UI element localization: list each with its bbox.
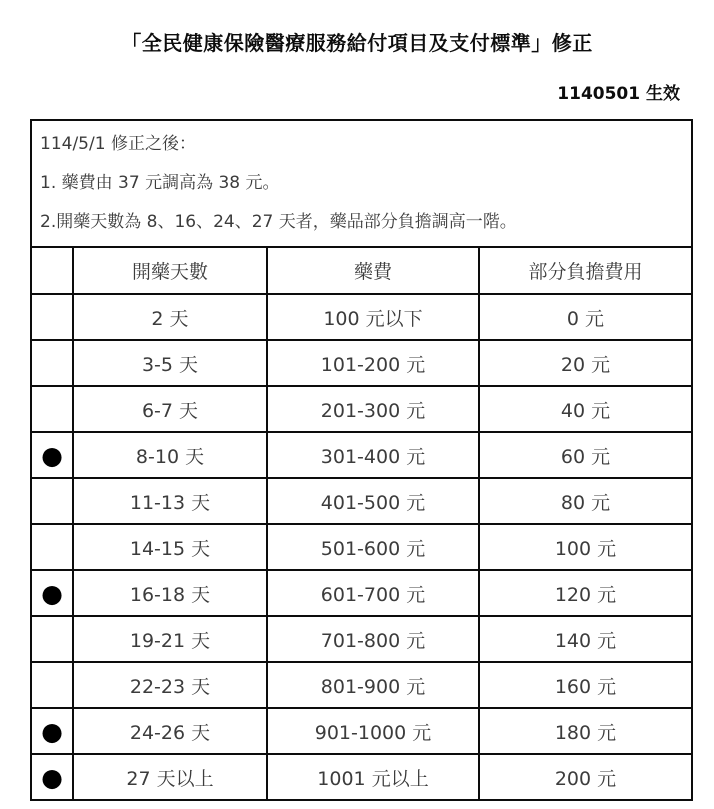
header-cell-copay: 部分負擔費用 bbox=[479, 247, 692, 294]
note-heading: 114/5/1 修正之後： bbox=[40, 134, 196, 154]
table-row bbox=[31, 570, 692, 616]
bullet-marker bbox=[31, 386, 73, 432]
days-cell: 14-15 天 bbox=[73, 524, 267, 570]
fee-cell: 801-900 元 bbox=[267, 662, 479, 708]
copay-cell: 100 元 bbox=[479, 524, 692, 570]
fee-cell: 501-600 元 bbox=[267, 524, 479, 570]
bullet-marker bbox=[31, 478, 73, 524]
fee-cell: 701-800 元 bbox=[267, 616, 479, 662]
days-cell: 24-26 天 bbox=[73, 708, 267, 754]
fee-cell: 201-300 元 bbox=[267, 386, 479, 432]
copay-cell: 140 元 bbox=[479, 616, 692, 662]
header-cell-days: 開藥天數 bbox=[73, 247, 267, 294]
page-title: 「全民健康保險醫療服務給付項目及支付標準」修正 bbox=[121, 31, 593, 55]
copay-cell: 120 元 bbox=[479, 570, 692, 616]
copay-cell: 180 元 bbox=[479, 708, 692, 754]
fee-cell: 401-500 元 bbox=[267, 478, 479, 524]
header-cell-fee: 藥費 bbox=[267, 247, 479, 294]
copay-cell: 20 元 bbox=[479, 340, 692, 386]
table-row bbox=[31, 432, 692, 478]
days-cell: 3-5 天 bbox=[73, 340, 267, 386]
copay-cell: 0 元 bbox=[479, 294, 692, 340]
note-item-2: 2.開藥天數為 8、16、24、27 天者，藥品部分負擔調高一階。 bbox=[40, 212, 517, 232]
bullet-marker bbox=[31, 524, 73, 570]
table-row bbox=[31, 386, 692, 432]
bullet-marker: ● bbox=[31, 708, 73, 754]
effective-date: 1140501 生效 bbox=[557, 84, 680, 104]
note-item-1: 1. 藥費由 37 元調高為 38 元。 bbox=[40, 173, 280, 193]
days-cell: 2 天 bbox=[73, 294, 267, 340]
days-cell: 6-7 天 bbox=[73, 386, 267, 432]
bullet-marker: ● bbox=[31, 754, 73, 800]
days-cell: 8-10 天 bbox=[73, 432, 267, 478]
days-cell: 27 天以上 bbox=[73, 754, 267, 800]
table-row bbox=[31, 616, 692, 662]
amendment-notes bbox=[31, 120, 692, 247]
table-row bbox=[31, 662, 692, 708]
table-row bbox=[31, 754, 692, 800]
table-row bbox=[31, 524, 692, 570]
header-cell-marker bbox=[31, 247, 73, 294]
fee-cell: 100 元以下 bbox=[267, 294, 479, 340]
fee-cell: 101-200 元 bbox=[267, 340, 479, 386]
fee-cell: 301-400 元 bbox=[267, 432, 479, 478]
copay-cell: 200 元 bbox=[479, 754, 692, 800]
bullet-marker bbox=[31, 616, 73, 662]
notes-row bbox=[31, 120, 692, 247]
days-cell: 16-18 天 bbox=[73, 570, 267, 616]
days-cell: 11-13 天 bbox=[73, 478, 267, 524]
header-row bbox=[31, 247, 692, 294]
table-row bbox=[31, 708, 692, 754]
days-cell: 22-23 天 bbox=[73, 662, 267, 708]
table-row bbox=[31, 478, 692, 524]
fee-cell: 1001 元以上 bbox=[267, 754, 479, 800]
copay-cell: 160 元 bbox=[479, 662, 692, 708]
copayment-table bbox=[30, 119, 693, 801]
days-cell: 19-21 天 bbox=[73, 616, 267, 662]
copay-cell: 40 元 bbox=[479, 386, 692, 432]
copay-cell: 80 元 bbox=[479, 478, 692, 524]
table-row bbox=[31, 294, 692, 340]
fee-cell: 601-700 元 bbox=[267, 570, 479, 616]
copay-cell: 60 元 bbox=[479, 432, 692, 478]
fee-cell: 901-1000 元 bbox=[267, 708, 479, 754]
bullet-marker: ● bbox=[31, 432, 73, 478]
table-row bbox=[31, 340, 692, 386]
bullet-marker: ● bbox=[31, 570, 73, 616]
bullet-marker bbox=[31, 662, 73, 708]
bullet-marker bbox=[31, 294, 73, 340]
bullet-marker bbox=[31, 340, 73, 386]
